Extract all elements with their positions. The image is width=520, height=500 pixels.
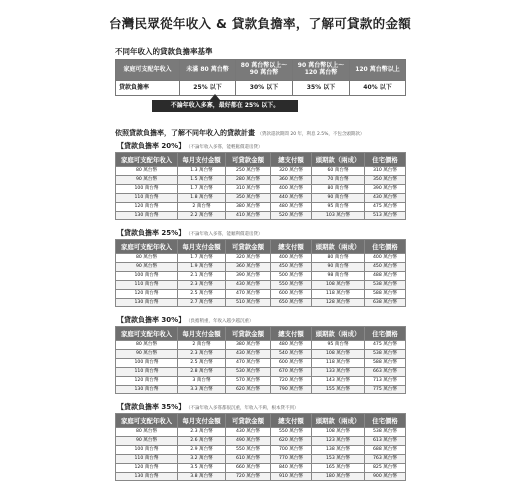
- table-cell: 130 萬台幣: [116, 385, 178, 394]
- table-cell: 3.8 萬台幣: [178, 472, 226, 481]
- table-row: [116, 472, 406, 481]
- column-header: 住宅價格: [365, 240, 406, 254]
- column-header: 頭期款（兩成）: [312, 153, 365, 167]
- table-cell: 620 萬台幣: [226, 385, 271, 394]
- basis-header: 80 萬台幣以上～ 90 萬台幣: [236, 60, 293, 81]
- table-cell: 155 萬台幣: [312, 385, 365, 394]
- table-cell: 350 萬台幣: [365, 175, 406, 184]
- table-cell: 570 萬台幣: [226, 376, 271, 385]
- table-cell: 350 萬台幣: [226, 193, 271, 202]
- table-cell: 180 萬台幣: [312, 472, 365, 481]
- table-cell: 110 萬台幣: [116, 280, 178, 289]
- table-cell: 713 萬台幣: [365, 376, 406, 385]
- table-cell: 130 萬台幣: [116, 211, 178, 220]
- table-cell: 90 萬台幣: [312, 193, 365, 202]
- table-cell: 60 萬台幣: [312, 167, 365, 176]
- basis-table: [115, 59, 406, 96]
- table-cell: 400 萬台幣: [365, 254, 406, 263]
- rate-label: [117, 315, 253, 325]
- table-cell: 90 萬台幣: [116, 349, 178, 358]
- table-cell: 100 萬台幣: [116, 445, 178, 454]
- column-header: 頭期款（兩成）: [312, 414, 365, 428]
- basis-header: 未滿 80 萬台幣: [180, 60, 236, 81]
- basis-header: 家庭可支配年收入: [116, 60, 180, 81]
- table-cell: 360 萬台幣: [271, 175, 312, 184]
- table-cell: 133 萬台幣: [312, 367, 365, 376]
- table-row: [116, 358, 406, 367]
- table-row: [116, 436, 406, 445]
- table-cell: 310 萬台幣: [226, 184, 271, 193]
- table-cell: 280 萬台幣: [226, 175, 271, 184]
- table-row: [116, 367, 406, 376]
- table-cell: 165 萬台幣: [312, 463, 365, 472]
- table-cell: 320 萬台幣: [226, 254, 271, 263]
- table-cell: 720 萬台幣: [226, 472, 271, 481]
- table-cell: 480 萬台幣: [271, 341, 312, 350]
- column-header: 家庭可支配年收入: [116, 414, 178, 428]
- table-cell: 110 萬台幣: [116, 193, 178, 202]
- table-cell: 118 萬台幣: [312, 289, 365, 298]
- table-row: [116, 445, 406, 454]
- table-cell: 118 萬台幣: [312, 358, 365, 367]
- table-cell: 720 萬台幣: [271, 376, 312, 385]
- table-row: [116, 280, 406, 289]
- table-row: [116, 167, 406, 176]
- table-row: [116, 385, 406, 394]
- table-cell: 910 萬台幣: [271, 472, 312, 481]
- table-cell: 390 萬台幣: [226, 271, 271, 280]
- table-row: [116, 289, 406, 298]
- column-header: 住宅價格: [365, 327, 406, 341]
- table-cell: 320 萬台幣: [271, 167, 312, 176]
- table-cell: 80 萬台幣: [116, 167, 178, 176]
- table-row: [116, 341, 406, 350]
- table-cell: 110 萬台幣: [116, 454, 178, 463]
- table-cell: 538 萬台幣: [365, 428, 406, 437]
- column-header: 住宅價格: [365, 414, 406, 428]
- table-cell: 825 萬台幣: [365, 463, 406, 472]
- table-cell: 550 萬台幣: [271, 428, 312, 437]
- table-cell: 400 萬台幣: [271, 254, 312, 263]
- table-cell: 663 萬台幣: [365, 367, 406, 376]
- column-header: 每月支付金額: [178, 240, 226, 254]
- table-row: [116, 175, 406, 184]
- table-cell: 108 萬台幣: [312, 349, 365, 358]
- basis-value: 25% 以下: [180, 81, 236, 96]
- loan-table: [115, 152, 406, 220]
- table-cell: 775 萬台幣: [365, 385, 406, 394]
- table-cell: 138 萬台幣: [312, 445, 365, 454]
- column-header: 家庭可支配年收入: [116, 153, 178, 167]
- table-cell: 613 萬台幣: [365, 436, 406, 445]
- basis-header: 120 萬台幣以上: [350, 60, 406, 81]
- table-row: [116, 454, 406, 463]
- table-cell: 143 萬台幣: [312, 376, 365, 385]
- basis-header: 90 萬台幣以上～ 120 萬台幣: [293, 60, 350, 81]
- table-cell: 1.7 萬台幣: [178, 254, 226, 263]
- table-cell: 100 萬台幣: [116, 358, 178, 367]
- rate-note: （不論年收入多寡都很沉重，年收入不夠，根本貸不到）: [188, 406, 299, 411]
- table-cell: 588 萬台幣: [365, 358, 406, 367]
- table-cell: 80 萬台幣: [116, 341, 178, 350]
- column-header: 每月支付金額: [178, 327, 226, 341]
- table-cell: 3.5 萬台幣: [178, 463, 226, 472]
- table-cell: 2.8 萬台幣: [178, 367, 226, 376]
- basis-value: 35% 以下: [293, 81, 350, 96]
- table-cell: 108 萬台幣: [312, 428, 365, 437]
- table-cell: 95 萬台幣: [312, 202, 365, 211]
- column-header: 頭期款（兩成）: [312, 240, 365, 254]
- table-row: [116, 262, 406, 271]
- table-cell: 100 萬台幣: [116, 184, 178, 193]
- table-cell: 128 萬台幣: [312, 298, 365, 307]
- table-row: [116, 271, 406, 280]
- table-cell: 488 萬台幣: [365, 271, 406, 280]
- table-cell: 600 萬台幣: [271, 289, 312, 298]
- loan-table: [115, 326, 406, 394]
- table-cell: 90 萬台幣: [116, 262, 178, 271]
- table-cell: 1.9 萬台幣: [178, 262, 226, 271]
- table-cell: 410 萬台幣: [226, 211, 271, 220]
- table-cell: 2.6 萬台幣: [178, 436, 226, 445]
- table-cell: 80 萬台幣: [312, 254, 365, 263]
- rate-title: 【貸款負擔率 20%】: [117, 142, 186, 150]
- table-cell: 100 萬台幣: [116, 271, 178, 280]
- table-cell: 530 萬台幣: [226, 367, 271, 376]
- plan-title: 依照貸款負擔率，了解不同年收入的貸款計畫: [115, 129, 255, 137]
- plan-heading: [115, 128, 364, 138]
- column-header: 可貸款金額: [226, 153, 271, 167]
- table-cell: 475 萬台幣: [365, 202, 406, 211]
- table-cell: 2.3 萬台幣: [178, 428, 226, 437]
- table-cell: 2.1 萬台幣: [178, 271, 226, 280]
- table-cell: 470 萬台幣: [226, 289, 271, 298]
- column-header: 家庭可支配年收入: [116, 240, 178, 254]
- table-row: [116, 428, 406, 437]
- table-cell: 120 萬台幣: [116, 202, 178, 211]
- table-cell: 2.3 萬台幣: [178, 280, 226, 289]
- table-row: [116, 463, 406, 472]
- table-row: [116, 349, 406, 358]
- table-cell: 538 萬台幣: [365, 280, 406, 289]
- column-header: 可貸款金額: [226, 240, 271, 254]
- table-cell: 490 萬台幣: [226, 436, 271, 445]
- table-cell: 480 萬台幣: [271, 202, 312, 211]
- column-header: 頭期款（兩成）: [312, 327, 365, 341]
- rate-title: 【貸款負擔率 35%】: [117, 403, 186, 411]
- table-cell: 400 萬台幣: [271, 184, 312, 193]
- table-cell: 700 萬台幣: [271, 445, 312, 454]
- basis-heading: 不同年收入的貸款負擔率基準: [115, 47, 213, 56]
- table-cell: 475 萬台幣: [365, 341, 406, 350]
- table-cell: 80 萬台幣: [312, 184, 365, 193]
- rate-label: [117, 141, 262, 151]
- table-cell: 440 萬台幣: [271, 193, 312, 202]
- table-cell: 770 萬台幣: [271, 454, 312, 463]
- table-cell: 130 萬台幣: [116, 472, 178, 481]
- table-cell: 95 萬台幣: [312, 341, 365, 350]
- table-row: [116, 211, 406, 220]
- basis-row-label: 貸款負擔率: [116, 81, 180, 96]
- table-cell: 80 萬台幣: [116, 428, 178, 437]
- table-cell: 2 萬台幣: [178, 341, 226, 350]
- table-cell: 90 萬台幣: [116, 436, 178, 445]
- table-cell: 120 萬台幣: [116, 289, 178, 298]
- table-cell: 620 萬台幣: [271, 436, 312, 445]
- callout-note: 不論年收入多寡，最好都在 25% 以下。: [152, 100, 298, 112]
- table-cell: 550 萬台幣: [271, 280, 312, 289]
- table-cell: 103 萬台幣: [312, 211, 365, 220]
- column-header: 可貸款金額: [226, 414, 271, 428]
- table-cell: 2 萬台幣: [178, 202, 226, 211]
- table-row: [116, 298, 406, 307]
- table-cell: 380 萬台幣: [226, 202, 271, 211]
- table-cell: 660 萬台幣: [226, 463, 271, 472]
- table-cell: 430 萬台幣: [226, 280, 271, 289]
- table-cell: 2.2 萬台幣: [178, 211, 226, 220]
- table-cell: 3 萬台幣: [178, 376, 226, 385]
- table-cell: 3.2 萬台幣: [178, 454, 226, 463]
- table-row: [116, 193, 406, 202]
- table-cell: 670 萬台幣: [271, 367, 312, 376]
- column-header: 總支付額: [271, 327, 312, 341]
- table-cell: 540 萬台幣: [271, 349, 312, 358]
- table-cell: 520 萬台幣: [271, 211, 312, 220]
- table-cell: 2.9 萬台幣: [178, 445, 226, 454]
- table-cell: 588 萬台幣: [365, 289, 406, 298]
- column-header: 家庭可支配年收入: [116, 327, 178, 341]
- table-cell: 650 萬台幣: [271, 298, 312, 307]
- table-cell: 2.7 萬台幣: [178, 298, 226, 307]
- table-cell: 790 萬台幣: [271, 385, 312, 394]
- loan-table: [115, 413, 406, 481]
- table-cell: 110 萬台幣: [116, 367, 178, 376]
- table-row: [116, 254, 406, 263]
- table-row: [116, 184, 406, 193]
- column-header: 住宅價格: [365, 153, 406, 167]
- column-header: 可貸款金額: [226, 327, 271, 341]
- loan-table: [115, 239, 406, 307]
- table-row: [116, 202, 406, 211]
- basis-value: 30% 以下: [236, 81, 293, 96]
- table-cell: 430 萬台幣: [226, 349, 271, 358]
- table-cell: 360 萬台幣: [226, 262, 271, 271]
- table-cell: 688 萬台幣: [365, 445, 406, 454]
- table-cell: 513 萬台幣: [365, 211, 406, 220]
- table-row: [116, 376, 406, 385]
- column-header: 每月支付金額: [178, 153, 226, 167]
- table-cell: 2.5 萬台幣: [178, 358, 226, 367]
- table-cell: 638 萬台幣: [365, 298, 406, 307]
- page-title: 台灣民眾從年收入 & 貸款負擔率，了解可貸款的金額: [108, 16, 412, 31]
- table-cell: 120 萬台幣: [116, 463, 178, 472]
- table-cell: 600 萬台幣: [271, 358, 312, 367]
- column-header: 每月支付金額: [178, 414, 226, 428]
- table-cell: 90 萬台幣: [116, 175, 178, 184]
- table-cell: 430 萬台幣: [226, 428, 271, 437]
- table-cell: 550 萬台幣: [226, 445, 271, 454]
- table-cell: 123 萬台幣: [312, 436, 365, 445]
- table-cell: 500 萬台幣: [271, 271, 312, 280]
- table-cell: 1.3 萬台幣: [178, 167, 226, 176]
- column-header: 總支付額: [271, 153, 312, 167]
- table-cell: 450 萬台幣: [365, 262, 406, 271]
- table-cell: 380 萬台幣: [226, 341, 271, 350]
- table-cell: 610 萬台幣: [226, 454, 271, 463]
- table-cell: 250 萬台幣: [226, 167, 271, 176]
- table-cell: 470 萬台幣: [226, 358, 271, 367]
- rate-note: （不論年收入多寡，能順利償還房貸）: [188, 232, 263, 237]
- table-cell: 2.3 萬台幣: [178, 349, 226, 358]
- table-cell: 1.7 萬台幣: [178, 184, 226, 193]
- table-cell: 1.5 萬台幣: [178, 175, 226, 184]
- table-cell: 70 萬台幣: [312, 175, 365, 184]
- column-header: 總支付額: [271, 240, 312, 254]
- table-cell: 2.5 萬台幣: [178, 289, 226, 298]
- table-cell: 310 萬台幣: [365, 167, 406, 176]
- column-header: 總支付額: [271, 414, 312, 428]
- table-cell: 538 萬台幣: [365, 349, 406, 358]
- table-cell: 120 萬台幣: [116, 376, 178, 385]
- table-cell: 840 萬台幣: [271, 463, 312, 472]
- table-cell: 763 萬台幣: [365, 454, 406, 463]
- table-cell: 390 萬台幣: [365, 184, 406, 193]
- table-cell: 98 萬台幣: [312, 271, 365, 280]
- table-cell: 430 萬台幣: [365, 193, 406, 202]
- table-cell: 510 萬台幣: [226, 298, 271, 307]
- table-cell: 108 萬台幣: [312, 280, 365, 289]
- rate-note: （負擔稍重，年收入越少越沉重）: [188, 319, 254, 324]
- table-cell: 90 萬台幣: [312, 262, 365, 271]
- table-cell: 80 萬台幣: [116, 254, 178, 263]
- plan-subnote: （貸款還款期間 20 年，利息 2.5%，不包含頭期款）: [257, 132, 365, 137]
- table-cell: 450 萬台幣: [271, 262, 312, 271]
- table-cell: 900 萬台幣: [365, 472, 406, 481]
- basis-value: 40% 以下: [350, 81, 406, 96]
- table-cell: 153 萬台幣: [312, 454, 365, 463]
- table-cell: 1.8 萬台幣: [178, 193, 226, 202]
- rate-title: 【貸款負擔率 30%】: [117, 316, 186, 324]
- rate-label: [117, 228, 262, 238]
- table-cell: 3.3 萬台幣: [178, 385, 226, 394]
- table-cell: 130 萬台幣: [116, 298, 178, 307]
- rate-note: （不論年收入多寡，能輕鬆償還房貸）: [188, 145, 263, 150]
- rate-label: [117, 402, 298, 412]
- rate-title: 【貸款負擔率 25%】: [117, 229, 186, 237]
